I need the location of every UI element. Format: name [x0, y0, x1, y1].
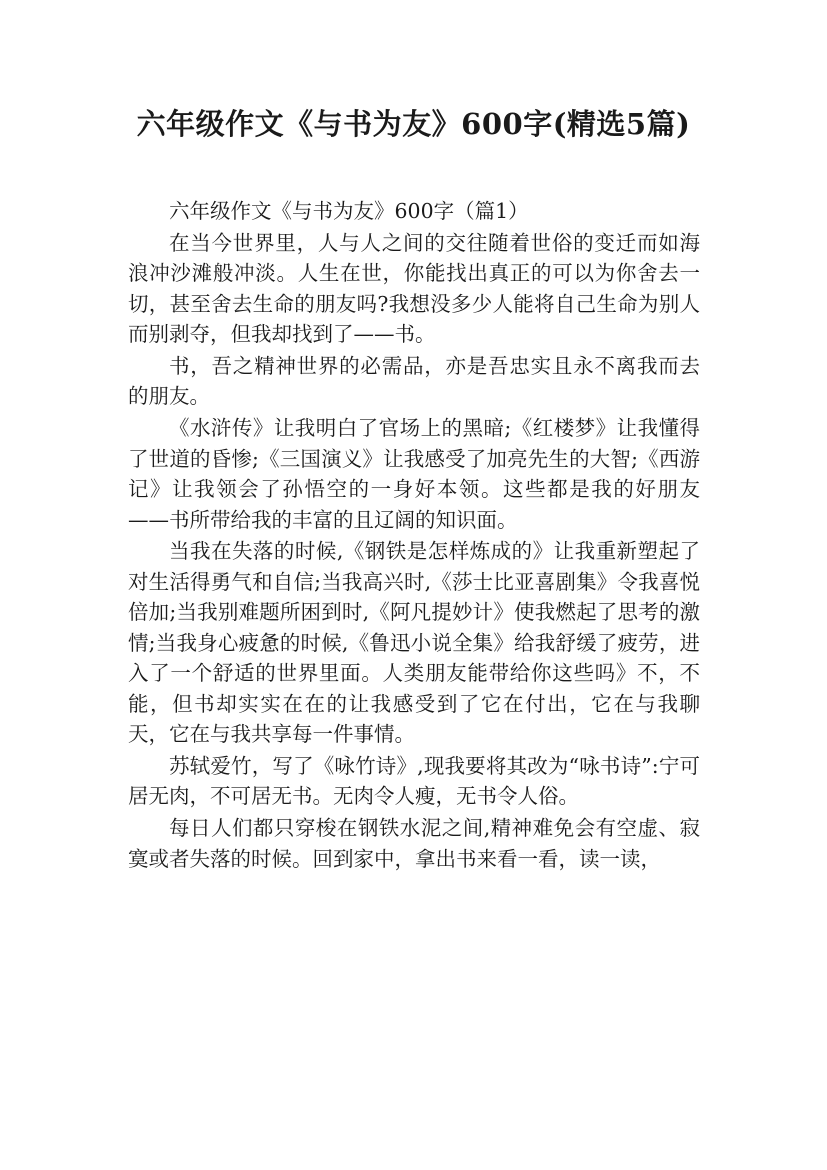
- document-title: 六年级作文《与书为友》600字(精选5篇): [136, 107, 691, 141]
- section-heading: 六年级作文《与书为友》600字（篇1）: [169, 199, 529, 223]
- document-body: [128, 196, 700, 875]
- paragraph: 书，吾之精神世界的必需品，亦是吾忠实且永不离我而去的朋友。: [128, 354, 700, 409]
- paragraph: 苏轼爱竹，写了《咏竹诗》,现我要将其改为“咏书诗”:宁可居无肉，不可居无书。无肉令人瘦，无书令人俗。: [128, 753, 700, 809]
- paragraph: 每日人们都只穿梭在钢铁水泥之间,精神难免会有空虚、寂寞或者失落的时候。回到家中，拿出书来看一看，读一读，: [128, 816, 700, 871]
- paragraph: 当我在失落的时候,《钢铁是怎样炼成的》让我重新塑起了对生活得勇气和自信;当我高兴时,《莎士比亚喜剧集》令我喜悦倍加;当我别难题所困到时,《阿凡提妙计》使我燃起了思考的激情;当我身心疲惫的时候,《鲁迅小说全集》给我舒缓了疲劳，进入了一个舒适的世界里面。人类朋友能带给你这些吗》不，不能，但书却实实在在的让我感受到了它在付出，它在与我聊天，它在与我共享每一件事情。: [128, 539, 700, 746]
- paragraph: 在当今世界里，人与人之间的交往随着世俗的变迁而如海浪冲沙滩般冲淡。人生在世，你能找出真正的可以为你舍去一切，甚至舍去生命的朋友吗?我想没多少人能将自己生命为别人而别剥夺，但我却找到了——书。: [128, 230, 700, 347]
- paragraph: 《水浒传》让我明白了官场上的黑暗;《红楼梦》让我懂得了世道的昏惨;《三国演义》让我感受了加亮先生的大智;《西游记》让我领会了孙悟空的一身好本领。这些都是我的好朋友——书所带给我的丰富的且辽阔的知识面。: [128, 416, 700, 532]
